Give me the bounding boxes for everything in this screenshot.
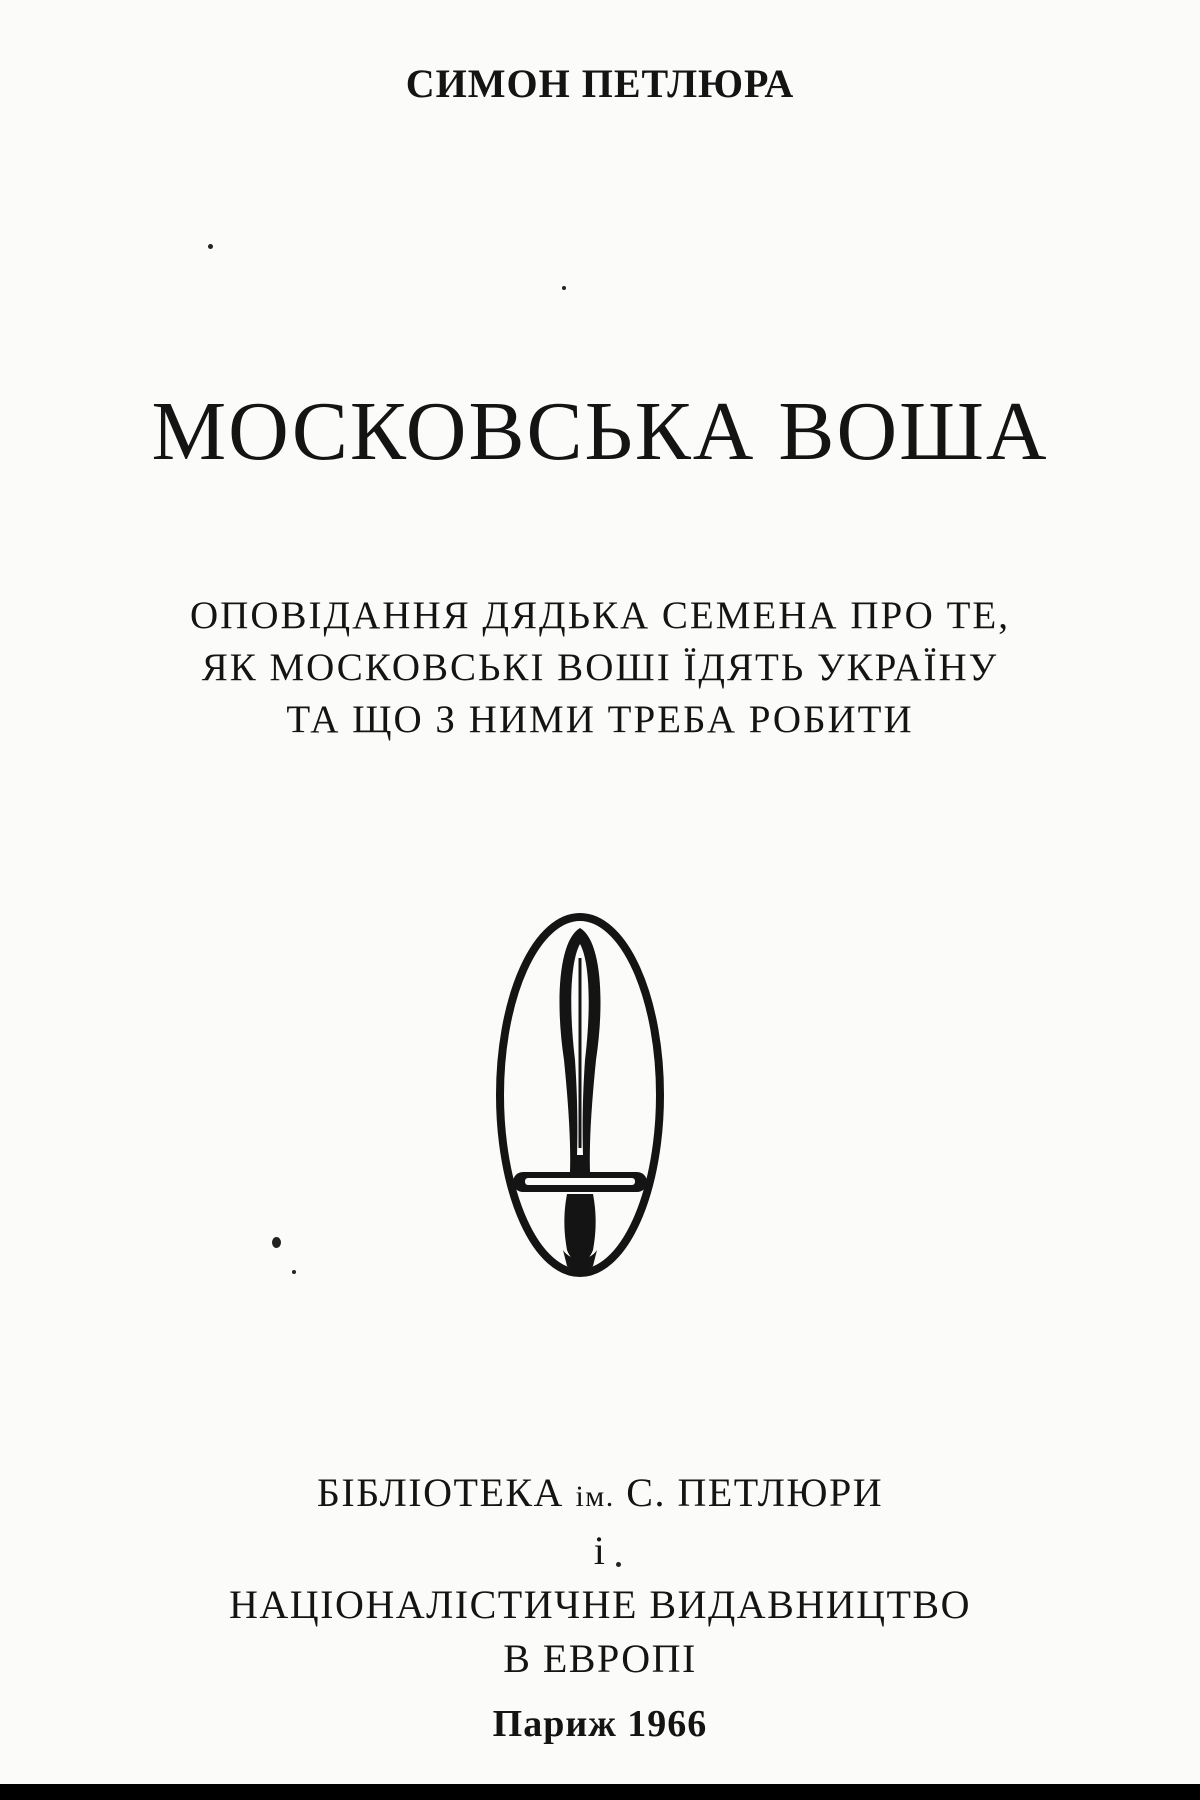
scan-bottom-edge: [0, 1784, 1200, 1800]
library-abbr: ім.: [575, 1480, 615, 1513]
place-and-year: Париж 1966: [492, 1703, 708, 1745]
print-speck: [292, 1270, 296, 1274]
library-name: С. ПЕТЛЮРИ: [614, 1470, 884, 1515]
print-speck: [208, 244, 213, 249]
library-line: [0, 1466, 1200, 1524]
library-main: БІБЛІОТЕКА: [316, 1470, 576, 1515]
author-name: СИМОН ПЕТЛЮРА: [405, 61, 795, 106]
conjunction: і: [593, 1528, 607, 1573]
book-subtitle: [0, 590, 1200, 746]
print-speck: [562, 286, 566, 290]
publisher-line-1: НАЦІОНАЛІСТИЧНЕ ВИДАВНИЦТВО: [229, 1582, 971, 1627]
subtitle-line-3: ТА ЩО З НИМИ ТРЕБА РОБИТИ: [286, 698, 914, 741]
print-speck: [616, 1562, 621, 1567]
print-speck: [272, 1237, 281, 1248]
subtitle-line-2: ЯК МОСКОВСЬКІ ВОШІ ЇДЯТЬ УКРАЇНУ: [201, 646, 999, 689]
sword-emblem-icon: [493, 910, 667, 1280]
publisher-block: [0, 1466, 1200, 1686]
book-title: МОСКОВСЬКА ВОША: [151, 385, 1049, 478]
subtitle-line-1: ОПОВІДАННЯ ДЯДЬКА СЕМЕНА ПРО ТЕ,: [190, 594, 1010, 637]
publisher-line-2: В ЕВРОПІ: [503, 1636, 697, 1681]
